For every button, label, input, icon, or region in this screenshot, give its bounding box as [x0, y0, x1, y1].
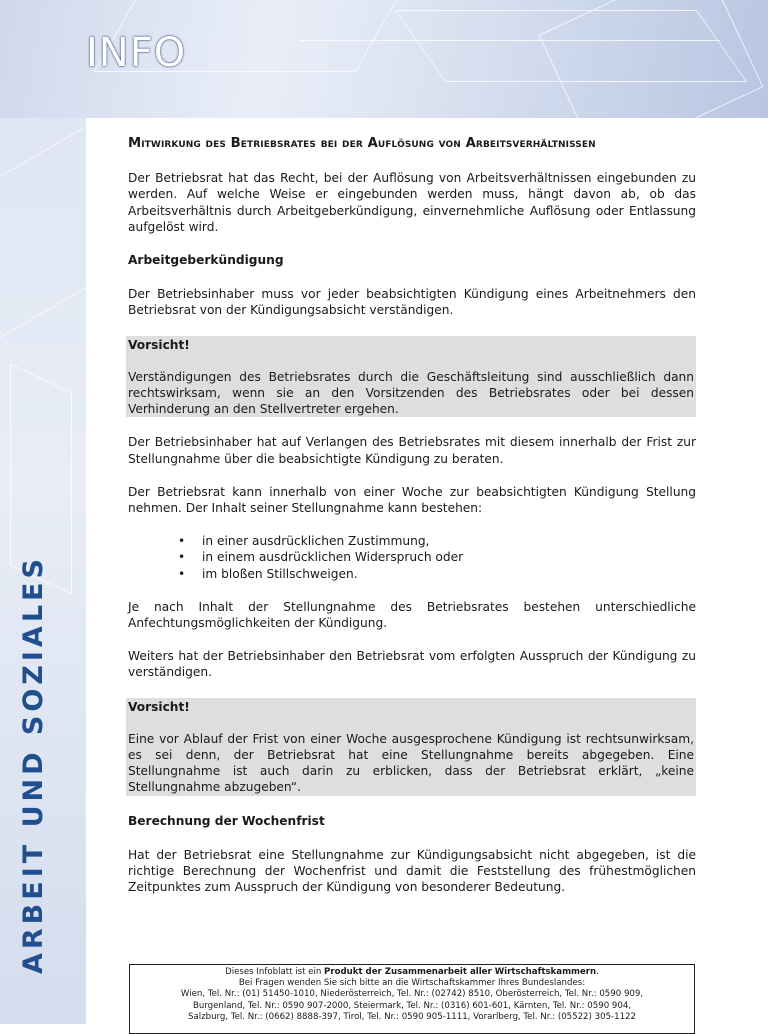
- footer-bold-text: Produkt der Zusammenarbeit aller Wirtschaftskammern: [324, 967, 597, 977]
- vertical-section-title: ARBEIT UND SOZIALES: [18, 555, 49, 974]
- section-heading-arbeitgeberkuendigung: Arbeitgeberkündigung: [128, 253, 284, 268]
- header-banner: [0, 0, 768, 118]
- paragraph: Je nach Inhalt der Stellungnahme des Betriebsrates bestehen unterschiedliche Anfechtungsmöglichkeiten der Kündigung.: [128, 599, 696, 631]
- bullet-icon: •: [178, 534, 186, 549]
- list-item: [178, 566, 696, 582]
- sidebar-decoration: [0, 123, 86, 355]
- paragraph: Der Betriebsinhaber hat auf Verlangen des Betriebsrates mit diesem innerhalb der Frist zur Stellungnahme über die beabsichtigte Kündigung zu beraten.: [128, 435, 696, 466]
- list-item: [178, 533, 696, 549]
- bullet-icon: •: [178, 566, 186, 581]
- footer-line: Bei Fragen wenden Sie sich bitte an die Wirtschaftskammer Ihres Bundeslandes:: [238, 978, 586, 989]
- info-logo: INFO: [86, 30, 187, 76]
- list-item-text: in einer ausdrücklichen Zustimmung,: [202, 534, 430, 549]
- warning-label: Vorsicht!: [128, 337, 190, 352]
- footer-text: .: [596, 967, 599, 977]
- document-title: Mitwirkung des Betriebsrates bei der Auflösung von Arbeitsverhältnissen: [128, 136, 596, 151]
- list-item-text: im bloßen Stillschweigen.: [202, 566, 358, 581]
- warning-box: [126, 336, 696, 418]
- footer-line: Burgenland, Tel. Nr.: 0590 907-2000, Steiermark, Tel. Nr.: (0316) 601-601, Kärnten, Tel. Nr.: 0590 904,: [192, 1000, 632, 1011]
- warning-text: Eine vor Ablauf der Frist von einer Woche ausgesprochene Kündigung ist rechtsunwirksam, es sei denn, der Betriebsrat hat eine Stellungnahme bereits abgegeben. Eine Stellungnahme ist auch darin zu erblicken, dass der Betriebsrat erklärt, „keine Stellungnahme abzugeben“.: [128, 731, 694, 795]
- paragraph: Der Betriebsrat kann innerhalb von einer Woche zur beabsichtigten Kündigung Stellung nehmen. Der Inhalt seiner Stellungnahme kann bestehen:: [128, 484, 696, 516]
- section-heading-wochenfrist: Berechnung der Wochenfrist: [128, 813, 325, 828]
- warning-text: Verständigungen des Betriebsrates durch die Geschäftsleitung sind ausschließlich dann rechtswirksam, wenn sie an den Vorsitzenden des Betriebsrates oder bei dessen Verhinderung an den Stellvertreter ergehen.: [128, 369, 694, 417]
- bullet-icon: •: [178, 550, 186, 565]
- footer-line: Wien, Tel. Nr.: (01) 51450-1010, Niederösterreich, Tel. Nr.: (02742) 8510, Oberösterreich, Tel. Nr.: 0590 909,: [180, 989, 644, 1000]
- paragraph: Weiters hat der Betriebsinhaber den Betriebsrat vom erfolgten Ausspruch der Kündigung zu verständigen.: [128, 649, 696, 680]
- warning-label: Vorsicht!: [128, 699, 190, 714]
- paragraph: Hat der Betriebsrat eine Stellungnahme zur Kündigungsabsicht nicht abgegeben, ist die richtige Berechnung der Wochenfrist und damit die Feststellung des frühestmöglichen Zeitpunktes zum Ausspruch der Kündigung von besonderer Bedeutung.: [128, 847, 696, 895]
- paragraph: Der Betriebsinhaber muss vor jeder beabsichtigten Kündigung eines Arbeitnehmers den Betriebsrat von der Kündigungsabsicht verständigen.: [128, 287, 696, 318]
- warning-box: [126, 698, 696, 796]
- list-item: [178, 549, 696, 565]
- intro-paragraph: Der Betriebsrat hat das Recht, bei der Auflösung von Arbeitsverhältnissen eingebunden zu werden. Auf welche Weise er eingebunden werden muss, hängt davon ab, ob das Arbeitsverhältnis durch Arbeitgeberkündigung, einvernehmliche Auflösung oder Entlassung aufgelöst wird.: [128, 171, 696, 234]
- footer-text: Dieses Infoblatt ist ein: [225, 967, 325, 977]
- footer-line: Salzburg, Tel. Nr.: (0662) 8888-397, Tirol, Tel. Nr.: 0590 905-1111, Vorarlberg, Tel. Nr.: (05522) 305-1122: [188, 1011, 636, 1022]
- document-body: [128, 136, 696, 913]
- footer-line: [130, 967, 694, 978]
- statement-options-list: [128, 533, 696, 582]
- list-item-text: in einem ausdrücklichen Widerspruch oder: [202, 550, 464, 565]
- header-decoration: [300, 40, 720, 42]
